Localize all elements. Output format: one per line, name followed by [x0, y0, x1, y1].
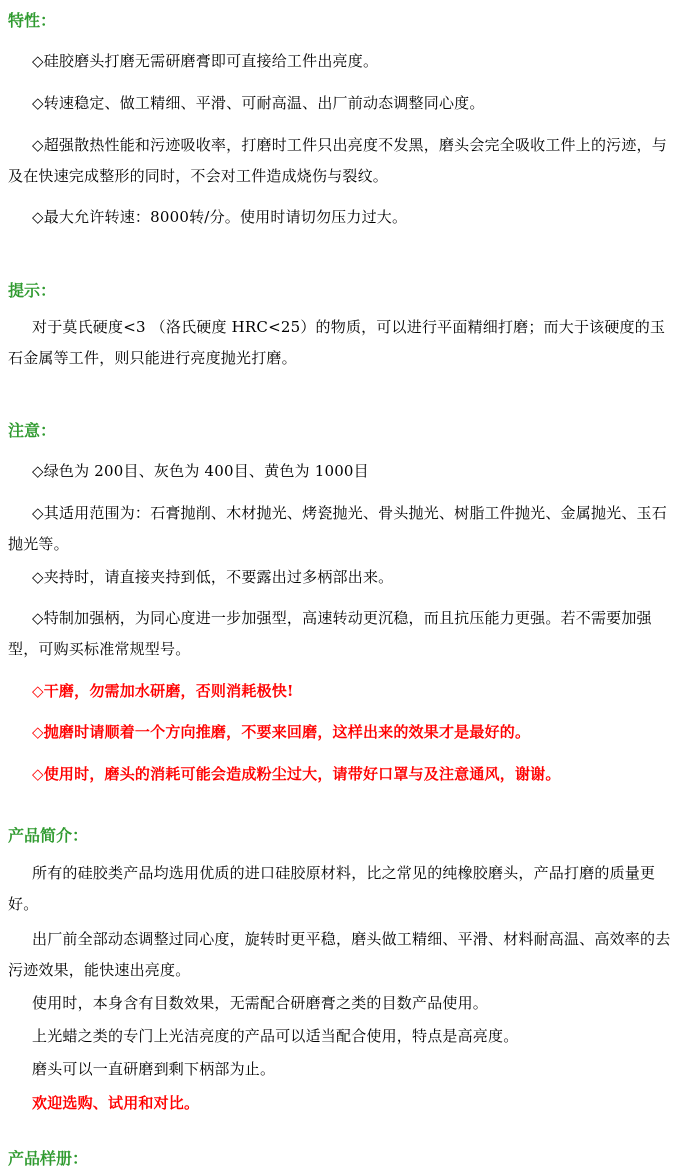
section-heading-tips: 提示：	[8, 281, 57, 300]
section-features	[8, 10, 673, 32]
section-heading-intro: 产品简介：	[8, 826, 89, 845]
feature-paragraph: ◇最大允许转速：8000转/分。使用时请切勿压力过大。	[32, 208, 408, 226]
intro-paragraph: 使用时，本身含有目数效果，无需配合研磨膏之类的目数产品使用。	[32, 994, 489, 1012]
feature-paragraph: ◇转速稳定、做工精细、平滑、可耐高温、出厂前动态调整同心度。	[32, 94, 485, 112]
section-heading-catalog: 产品样册：	[8, 1149, 89, 1168]
intro-paragraph: 出厂前全部动态调整过同心度，旋转时更平稳，磨头做工精细、平滑、材料耐高温、高效率的去污迹效果，能快速出亮度。	[8, 930, 671, 979]
note-warning: ◇使用时，磨头的消耗可能会造成粉尘过大，请带好口罩与及注意通风，谢谢。	[32, 765, 561, 783]
intro-paragraph: 上光蜡之类的专门上光洁亮度的产品可以适当配合使用，特点是高亮度。	[32, 1027, 519, 1045]
note-paragraph: ◇特制加强柄，为同心度进一步加强型，高速转动更沉稳，而且抗压能力更强。若不需要加强型，可购买标准常规型号。	[8, 609, 652, 658]
note-paragraph: ◇绿色为 200目、灰色为 400目、黄色为 1000目	[32, 462, 369, 480]
intro-closing: 欢迎选购、试用和对比。	[32, 1094, 200, 1112]
note-warning: ◇干磨，勿需加水研磨，否则消耗极快!	[32, 682, 294, 700]
feature-paragraph: ◇超强散热性能和污迹吸收率，打磨时工件只出亮度不发黑，磨头会完全吸收工件上的污迹，与及在快速完成整形的同时，不会对工件造成烧伤与裂纹。	[8, 136, 667, 185]
note-paragraph: ◇其适用范围为：石膏抛削、木材抛光、烤瓷抛光、骨头抛光、树脂工件抛光、金属抛光、玉石抛光等。	[8, 504, 667, 553]
note-warning: ◇抛磨时请顺着一个方向推磨，不要来回磨，这样出来的效果才是最好的。	[32, 723, 531, 741]
note-paragraph: ◇夹持时，请直接夹持到低，不要露出过多柄部出来。	[32, 568, 394, 586]
section-heading-notes: 注意：	[8, 421, 57, 440]
intro-paragraph: 磨头可以一直研磨到剩下柄部为止。	[32, 1060, 276, 1078]
section-heading-features: 特性：	[8, 11, 57, 30]
tip-paragraph: 对于莫氏硬度<3 （洛氏硬度 HRC<25）的物质，可以进行平面精细打磨；而大于该硬度的玉石金属等工件，则只能进行亮度抛光打磨。	[8, 318, 666, 367]
feature-paragraph: ◇硅胶磨头打磨无需研磨膏即可直接给工件出亮度。	[32, 52, 379, 70]
intro-paragraph: 所有的硅胶类产品均选用优质的进口硅胶原材料，比之常见的纯橡胶磨头，产品打磨的质量更好。	[8, 864, 656, 913]
